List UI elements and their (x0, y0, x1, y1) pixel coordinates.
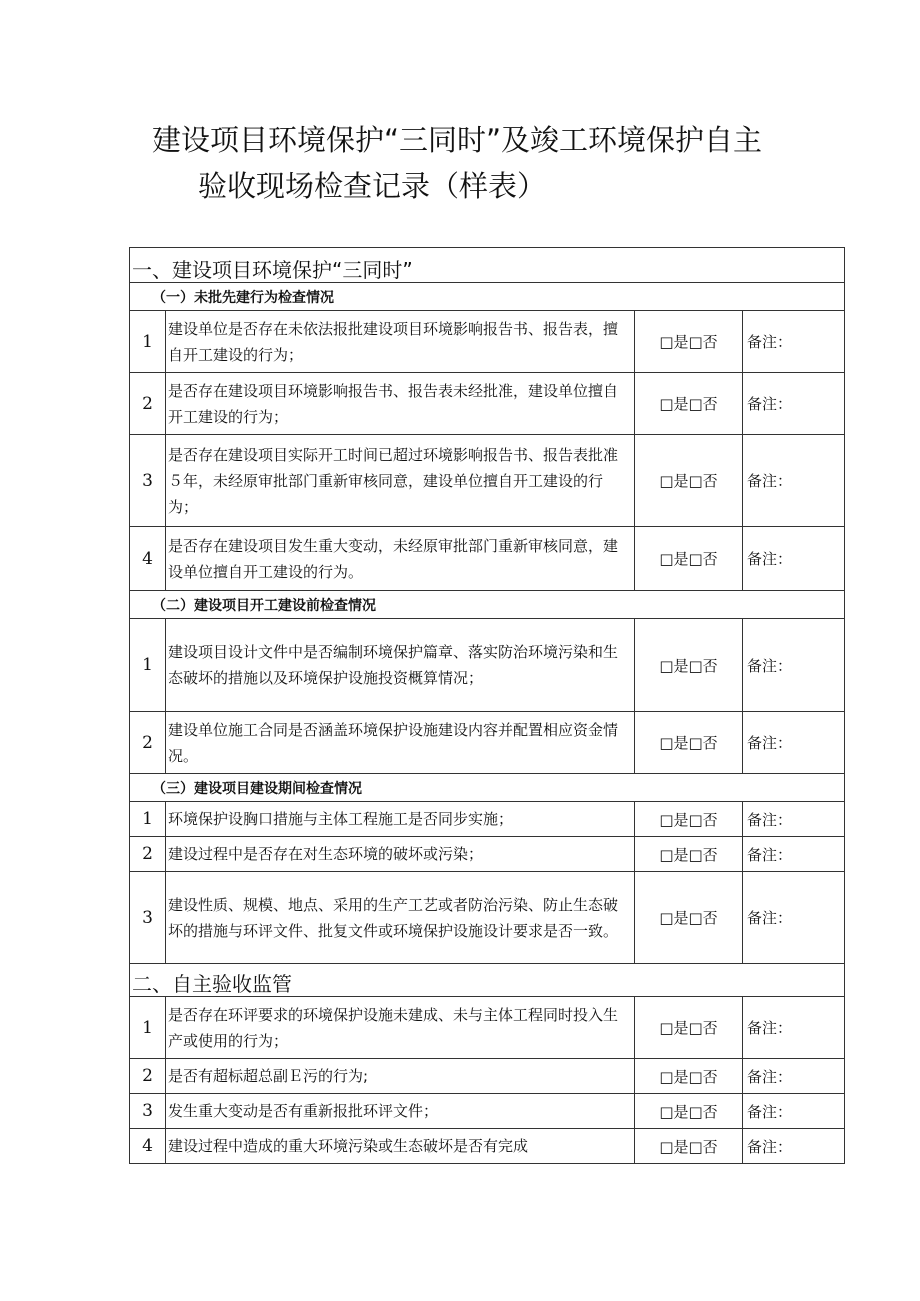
yes-no-checkbox[interactable]: □是□否 (635, 619, 743, 712)
note-field[interactable]: 备注： (743, 872, 845, 964)
yes-no-checkbox[interactable]: □是□否 (635, 872, 743, 964)
yes-no-checkbox[interactable]: □是□否 (635, 435, 743, 527)
subsection-heading: （一）未批先建行为检查情况 (130, 283, 845, 311)
section-header-row (130, 964, 845, 997)
item-number: 4 (130, 1129, 166, 1164)
item-number: 3 (130, 872, 166, 964)
item-number: 2 (130, 1059, 166, 1094)
section-header-row (130, 248, 845, 283)
item-number: 2 (130, 837, 166, 872)
item-number: 3 (130, 1094, 166, 1129)
table-row (130, 1059, 845, 1094)
item-number: 4 (130, 527, 166, 591)
yes-no-checkbox[interactable]: □是□否 (635, 997, 743, 1059)
section-heading: 二、自主验收监管 (130, 964, 845, 997)
item-number: 2 (130, 373, 166, 435)
yes-no-checkbox[interactable]: □是□否 (635, 802, 743, 837)
item-text: 建设性质、规模、地点、采用的生产工艺或者防治污染、防止生态破坏的措施与环评文件、批复文件或环境保护设施设计要求是否一致。 (166, 872, 635, 964)
item-number: 1 (130, 619, 166, 712)
note-field[interactable]: 备注： (743, 1059, 845, 1094)
table-row (130, 997, 845, 1059)
note-field[interactable]: 备注： (743, 1094, 845, 1129)
item-number: 1 (130, 997, 166, 1059)
section-heading: 一、建设项目环境保护“三同时” (130, 248, 845, 283)
table-row (130, 802, 845, 837)
item-text: 是否存在环评要求的环境保护设施未建成、未与主体工程同时投入生产或使用的行为； (166, 997, 635, 1059)
item-text: 发生重大变动是否有重新报批环评文件； (166, 1094, 635, 1129)
table-row (130, 619, 845, 712)
note-field[interactable]: 备注： (743, 837, 845, 872)
table-row (130, 527, 845, 591)
note-field[interactable]: 备注： (743, 1129, 845, 1164)
note-field[interactable]: 备注： (743, 619, 845, 712)
table-row (130, 435, 845, 527)
inspection-table (129, 247, 845, 1164)
table-row (130, 837, 845, 872)
table-row (130, 1129, 845, 1164)
subsection-header-row (130, 283, 845, 311)
yes-no-checkbox[interactable]: □是□否 (635, 311, 743, 373)
document-title-line-2: 验收现场检查记录（样表） (198, 169, 547, 203)
note-field[interactable]: 备注： (743, 712, 845, 774)
document-title-line-1: 建设项目环境保护“三同时”及竣工环境保护自主 (152, 123, 763, 157)
table-row (130, 872, 845, 964)
yes-no-checkbox[interactable]: □是□否 (635, 837, 743, 872)
table-row (130, 712, 845, 774)
subsection-heading: （三）建设项目建设期间检查情况 (130, 774, 845, 802)
item-text: 建设过程中是否存在对生态环境的破坏或污染； (166, 837, 635, 872)
note-field[interactable]: 备注： (743, 435, 845, 527)
note-field[interactable]: 备注： (743, 997, 845, 1059)
yes-no-checkbox[interactable]: □是□否 (635, 373, 743, 435)
item-text: 环境保护设胸口措施与主体工程施工是否同步实施； (166, 802, 635, 837)
table-row (130, 311, 845, 373)
subsection-heading: （二）建设项目开工建设前检查情况 (130, 591, 845, 619)
item-text: 建设项目设计文件中是否编制环境保护篇章、落实防治环境污染和生态破坏的措施以及环境保护设施投资概算情况； (166, 619, 635, 712)
item-number: 1 (130, 311, 166, 373)
yes-no-checkbox[interactable]: □是□否 (635, 712, 743, 774)
subsection-header-row (130, 774, 845, 802)
note-field[interactable]: 备注： (743, 311, 845, 373)
note-field[interactable]: 备注： (743, 527, 845, 591)
yes-no-checkbox[interactable]: □是□否 (635, 1094, 743, 1129)
item-text: 建设过程中造成的重大环境污染或生态破坏是否有完成 (166, 1129, 635, 1164)
table-row (130, 1094, 845, 1129)
item-text: 是否有超标超总副Ｅ污的行为; (166, 1059, 635, 1094)
item-text: 是否存在建设项目实际开工时间已超过环境影响报告书、报告表批准５年，未经原审批部门重新审核同意，建设单位擅自开工建设的行为； (166, 435, 635, 527)
item-text: 建设单位是否存在未依法报批建设项目环境影响报告书、报告表，擅自开工建设的行为； (166, 311, 635, 373)
yes-no-checkbox[interactable]: □是□否 (635, 1129, 743, 1164)
subsection-header-row (130, 591, 845, 619)
yes-no-checkbox[interactable]: □是□否 (635, 1059, 743, 1094)
table-row (130, 373, 845, 435)
item-number: 1 (130, 802, 166, 837)
note-field[interactable]: 备注： (743, 373, 845, 435)
item-text: 建设单位施工合同是否涵盖环境保护设施建设内容并配置相应资金情况。 (166, 712, 635, 774)
item-number: 2 (130, 712, 166, 774)
item-text: 是否存在建设项目发生重大变动，未经原审批部门重新审核同意，建设单位擅自开工建设的行为。 (166, 527, 635, 591)
item-text: 是否存在建设项目环境影响报告书、报告表未经批准，建设单位擅自开工建设的行为； (166, 373, 635, 435)
yes-no-checkbox[interactable]: □是□否 (635, 527, 743, 591)
item-number: 3 (130, 435, 166, 527)
note-field[interactable]: 备注： (743, 802, 845, 837)
